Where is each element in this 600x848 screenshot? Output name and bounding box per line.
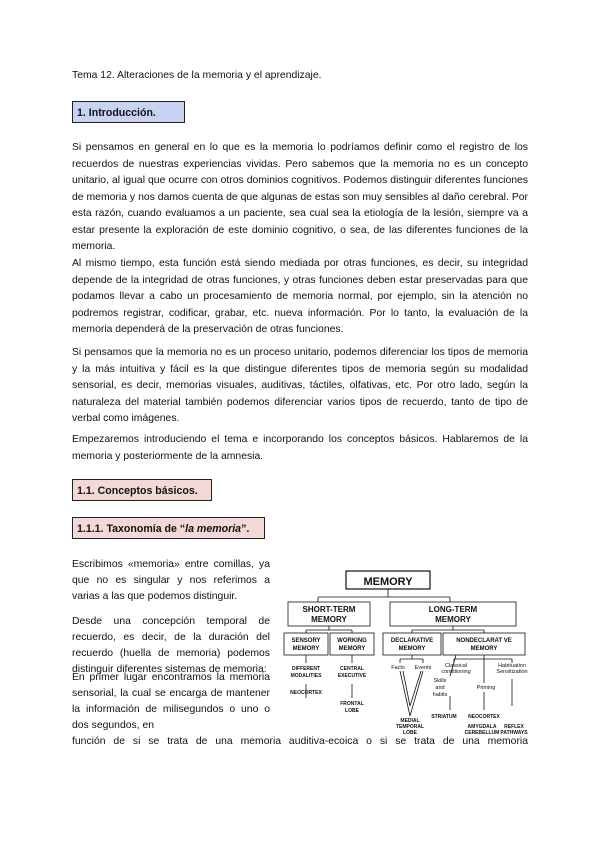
intro-paragraph: Al mismo tiempo, esta función está siendo mediada por otras funciones, es decir, su integridad depende de la integridad de otras funciones, y otras funciones deben estar preservadas para que podamos llevar a cabo un procesamiento de memoria normal, por ejemplo, sin la atención no podremos registrar, codificar, grabar, etc. nueva información. Por lo tanto, la evaluación de la memoria dependerá de la preservación de otras funciones. bbox=[72, 258, 528, 335]
medial-temporal-label: LOBE bbox=[403, 730, 417, 736]
skills-label: Skills bbox=[433, 678, 447, 684]
topic-line: Tema 12. Alteraciones de la memoria y el aprendizaje. bbox=[72, 70, 322, 81]
sensory-label: SENSORY bbox=[291, 638, 321, 644]
declarative-label: DECLARATIVE bbox=[390, 638, 434, 644]
continuation-line: función de si se trata de una memoria auditiva-ecoica o si se trata de una memoria bbox=[72, 736, 528, 747]
sensory-label: MEMORY bbox=[292, 646, 320, 652]
central-executive-label: EXECUTIVE bbox=[337, 673, 367, 679]
medial-temporal-label: MEDIAL bbox=[400, 718, 420, 724]
classical-conditioning-label: conditioning bbox=[441, 669, 471, 675]
root-label: MEMORY bbox=[363, 576, 413, 588]
classical-conditioning-label: Classical bbox=[444, 663, 468, 669]
reflex-label: REFLEX bbox=[504, 724, 524, 730]
striatum-label: STRIATUM bbox=[431, 714, 457, 720]
nondeclarative-label: NONDECLARAT VE bbox=[456, 638, 512, 644]
short-term-connector bbox=[306, 626, 352, 633]
declarative-branch-lines bbox=[400, 655, 423, 663]
events-label: Events bbox=[414, 665, 432, 671]
long-term-connector bbox=[412, 626, 484, 633]
short-term-label: MEMORY bbox=[311, 615, 347, 624]
structure-lines bbox=[450, 679, 512, 710]
heading-emphasis: la memoria bbox=[185, 523, 242, 535]
facts-label: Facts bbox=[391, 665, 405, 671]
memory-taxonomy-diagram bbox=[280, 566, 530, 736]
intro-paragraph: Si pensamos que la memoria no es un proceso unitario, podemos diferenciar los tipos de memoria y la más intuitiva y fácil es la que distingue diferentes tipos de memoria según su modalidad sensorial, es decir, memorias visuales, auditivas, táctiles, olfativas, etc. Por otro lado, según la naturaleza del material también podemos diferenciar varios tipos de recuerdo, tanto de tipo de verbal como imágenes. bbox=[72, 347, 528, 424]
section-heading-introduccion: 1. Introducción. bbox=[72, 101, 185, 123]
habituation-label: Habituation bbox=[498, 663, 526, 669]
stm-branch-lines bbox=[306, 655, 352, 663]
declarative-label: MEMORY bbox=[398, 646, 426, 652]
nondeclarative-label: MEMORY bbox=[470, 646, 498, 652]
frontal-lobe-label: FRONTAL bbox=[340, 701, 364, 707]
intro-paragraph: Si pensamos en general en lo que es la memoria lo podríamos definir como el registro de los recuerdos de nuestras experiencias vividas. Pero sabemos que la memoria no es un concepto unitario, al igual que ocurre con otros dominios cognitivos. Podemos distinguir diferentes funciones de memoria y nos damos cuenta de que algunas de estas son muy sensibles al daño cerebral. Por esta razón, cuando evaluamos a un paciente, sea cual sea la etiología de la lesión, siempre va a estar presente la exploración de este dominio cognitivo, o sea, de las diferentes funciones de la memoria. bbox=[72, 142, 528, 252]
column-paragraph: En primer lugar encontramos la memoria sensorial, la cual se encarga de mantener la información de milisegundos o uno o dos segundos, en bbox=[72, 672, 270, 731]
short-term-label: SHORT-TERM bbox=[302, 605, 356, 614]
reflex-label: PATHWAYS bbox=[500, 730, 528, 736]
amygdala-label: AMYGDALA bbox=[467, 724, 497, 730]
central-executive-label: CENTRAL bbox=[340, 666, 364, 672]
medial-temporal-converge bbox=[400, 671, 423, 716]
neocortex-left-label: NEOCORTEX bbox=[290, 690, 322, 696]
root-connector bbox=[318, 589, 450, 602]
medial-temporal-label: TEMPORAL bbox=[395, 724, 425, 730]
intro-paragraph: Empezaremos introduciendo el tema e incorporando los conceptos básicos. Hablaremos de la memoria y posteriormente de la amnesia. bbox=[72, 434, 528, 462]
priming-label: Priming bbox=[476, 685, 496, 691]
neocortex-right-label: NEOCORTEX bbox=[468, 714, 500, 720]
heading-suffix: ”. bbox=[241, 523, 250, 535]
working-label: WORKING bbox=[337, 638, 367, 644]
column-paragraph: Desde una concepción temporal de recuerdo, es decir, de la duración del recuerdo (huella de memoria) podemos distinguir diferentes sistemas de memoria: bbox=[72, 616, 270, 675]
working-label: MEMORY bbox=[338, 646, 366, 652]
long-term-label: MEMORY bbox=[435, 615, 471, 624]
habituation-label: Sensitization bbox=[496, 669, 528, 675]
different-modalities-label: MODALITIES bbox=[290, 673, 322, 679]
section-heading-conceptos: 1.1. Conceptos básicos. bbox=[72, 479, 212, 501]
amygdala-label: CEREBELLUM bbox=[464, 730, 500, 736]
frontal-lobe-label: LOBE bbox=[345, 708, 359, 714]
skills-label: and bbox=[435, 685, 445, 691]
skills-label: habits bbox=[432, 692, 448, 698]
heading-prefix: 1.1.1. Taxonomía de “ bbox=[77, 523, 186, 535]
different-modalities-label: DIFFERENT bbox=[291, 666, 321, 672]
column-paragraph: Escribimos «memoria» entre comillas, ya que no es singular y nos referimos a varias a las que podemos distinguir. bbox=[72, 559, 270, 602]
long-term-label: LONG-TERM bbox=[428, 605, 478, 614]
section-heading-taxonomia bbox=[72, 517, 265, 539]
